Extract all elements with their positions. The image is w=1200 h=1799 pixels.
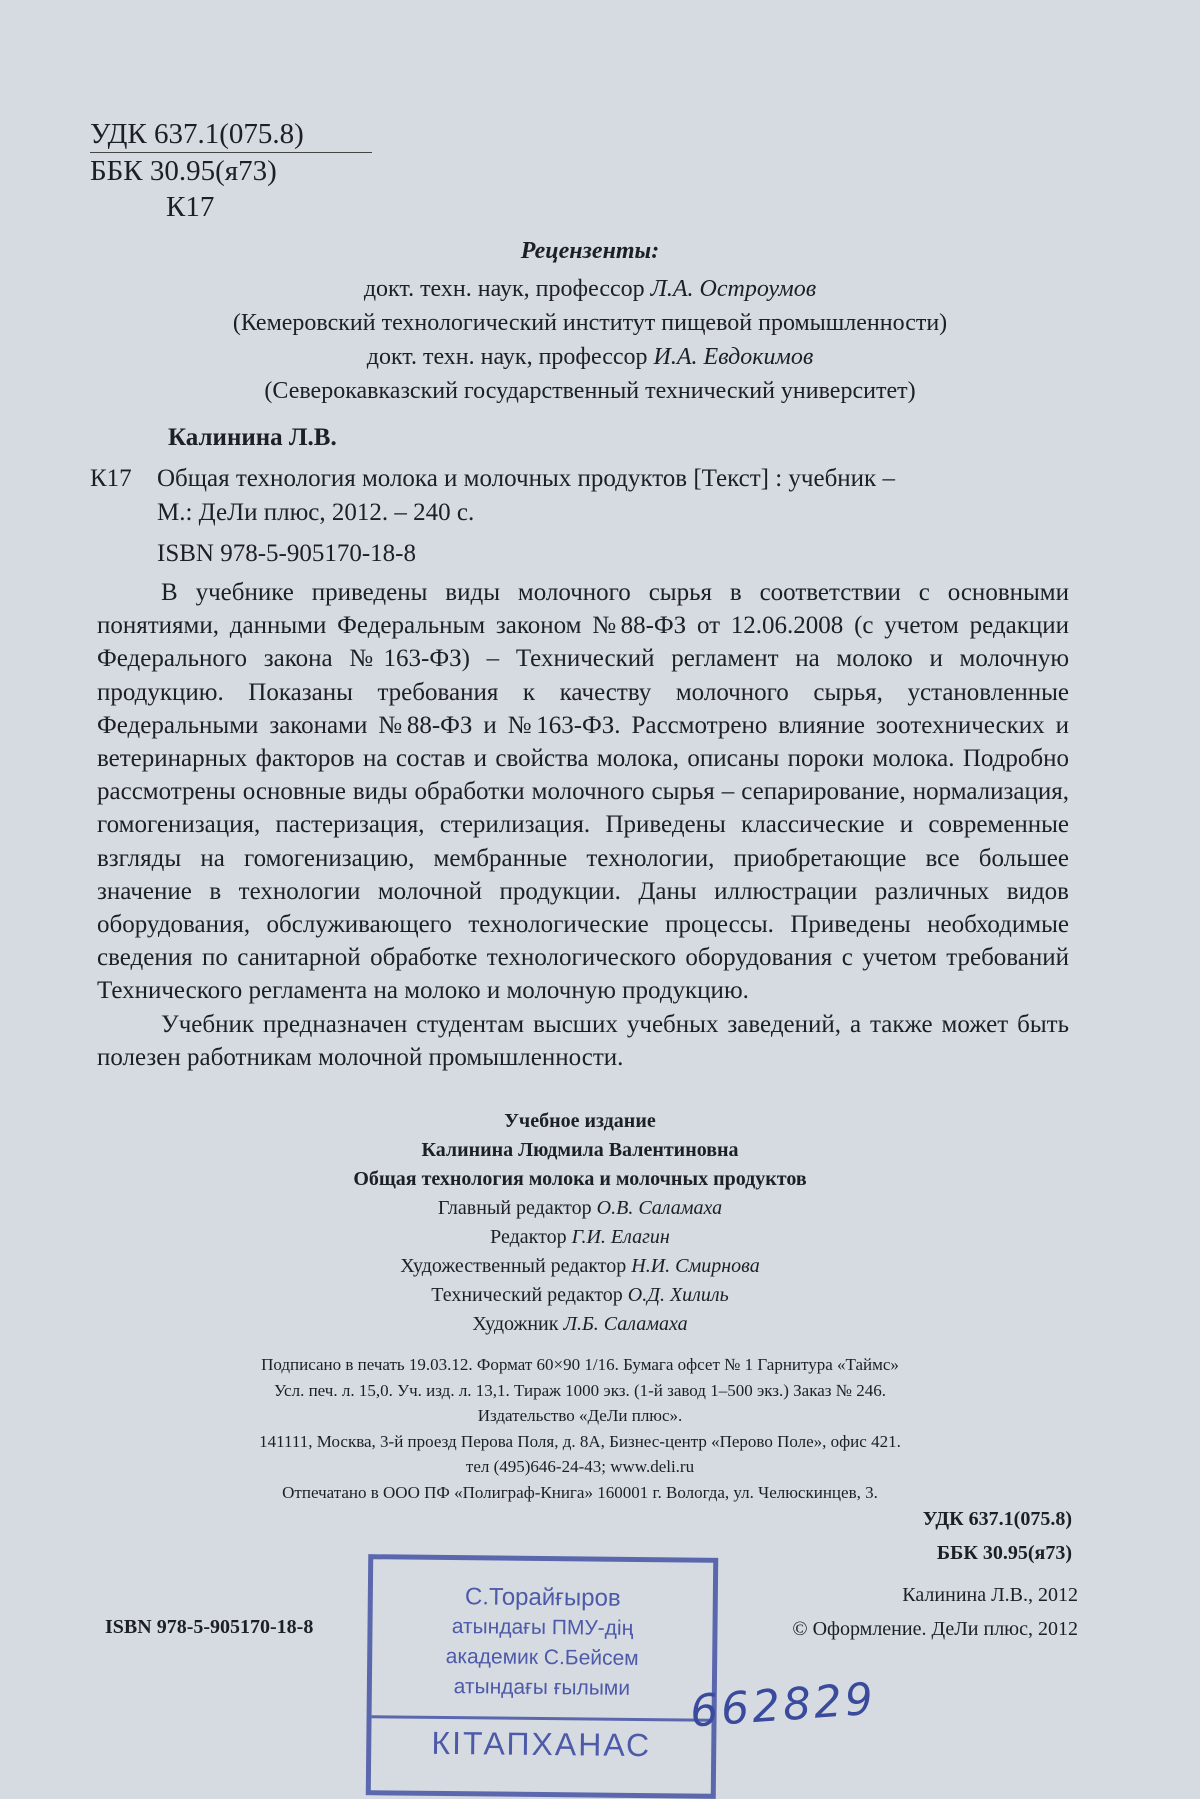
reviewer-2-name: И.А. Евдокимов <box>653 344 814 370</box>
chief-editor <box>100 1194 1060 1223</box>
reviewer-2-title: докт. техн. наук, профессор <box>366 344 648 370</box>
book-title: Общая технология молока и молочных продуктов <box>353 1168 807 1190</box>
abstract <box>97 576 1069 1074</box>
tech-editor-role: Технический редактор <box>431 1284 623 1306</box>
editor-name: Г.И. Елагин <box>571 1226 670 1248</box>
author-heading: Калинина Л.В. <box>168 424 337 451</box>
publication-details <box>100 1352 1060 1505</box>
isbn-top: ISBN 978-5-905170-18-8 <box>157 540 417 567</box>
reviewer-2 <box>90 340 1090 374</box>
copyright-author: Калинина Л.В., 2012 <box>902 1584 1078 1606</box>
reviewer-1 <box>90 272 1090 306</box>
bbk-code: ББК 30.95(я73) <box>90 155 277 187</box>
udk-right: УДК 637.1(075.8) <box>922 1508 1072 1530</box>
classification-block <box>90 116 372 225</box>
art-editor-role: Художественный редактор <box>400 1255 627 1277</box>
reviewer-2-org: (Северокавказский государственный технический университет) <box>264 378 916 404</box>
udk-code: УДК 637.1(075.8) <box>90 116 372 153</box>
biblio-line-1: Общая технология молока и молочных продуктов [Текст] : учебник – <box>157 465 895 492</box>
bbk-right: ББК 30.95(я73) <box>936 1542 1072 1564</box>
editor-role: Редактор <box>490 1226 567 1248</box>
codes-right <box>923 1502 1072 1570</box>
abstract-paragraph-2: Учебник предназначен студентам высших учебных заведений, а также может быть полезен работникам молочной промышленности. <box>97 1010 1069 1071</box>
stamp-line-2: атындағы ПМУ-дің <box>451 1615 634 1640</box>
editor <box>100 1223 1060 1252</box>
art-editor <box>100 1252 1060 1281</box>
artist-name: Л.Б. Саламаха <box>563 1313 688 1335</box>
pub-line-1: Подписано в печать 19.03.12. Формат 60×90 1/16. Бумага офсет № 1 Гарнитура «Таймс» <box>261 1355 899 1374</box>
art-editor-name: Н.И. Смирнова <box>631 1255 760 1277</box>
stamp-line-1: С.Торайғыров <box>464 1583 621 1612</box>
reviewer-1-title: докт. техн. наук, профессор <box>363 276 645 302</box>
stamp-line-3: академик С.Бейсем <box>445 1644 639 1671</box>
pub-line-5: тел (495)646-24-43; www.deli.ru <box>465 1457 695 1476</box>
library-stamp <box>366 1554 719 1799</box>
tech-editor-name: О.Д. Хилиль <box>627 1284 729 1306</box>
reviewer-1-org: (Кемеровский технологический институт пищевой промышленности) <box>232 310 948 336</box>
reviewers-block <box>90 234 1090 408</box>
abstract-paragraph-1: В учебнике приведены виды молочного сырья в соответствии с основными понятиями, данными Федеральным законом №88-ФЗ от 12.06.2008 (с учетом редакции Федерального закона №163-ФЗ) – Технический регламент на молоко и молочную продукцию. Показаны требования к качеству молочного сырья, установленные Федеральными законами №88-ФЗ и №163-ФЗ. Рассмотрено влияние зоотехнических и ветеринарных факторов на состав и свойства молока, описаны пороки молока. Подробно рассмотрены основные виды обработки молочного сырья – сепарирование, нормализация, гомогенизация, пастеризация, стерилизация. Приведены классические и современные взгляды на гомогенизацию, мембранные технологии, приобретающие все большее значение в технологии молочной продукции. Даны иллюстрации различных видов оборудования, обслуживающего технологические процессы. Приведены необходимые сведения по санитарной обработке технологического оборудования с учетом требований Технического регламента на молоко и молочную продукцию. <box>97 579 1069 1005</box>
author-sign: К17 <box>166 191 215 223</box>
inventory-number: 662829 <box>688 1673 878 1738</box>
reviewers-heading: Рецензенты: <box>520 238 660 264</box>
edition-type: Учебное издание <box>504 1110 656 1132</box>
imprint-block <box>100 1107 1060 1339</box>
tech-editor <box>100 1281 1060 1310</box>
artist-role: Художник <box>472 1313 559 1335</box>
biblio-line-2: М.: ДеЛи плюс, 2012. – 240 с. <box>157 499 475 526</box>
stamp-line-5: КІТАПХАНАС <box>371 1715 711 1765</box>
copyright-design: © Оформление. ДеЛи плюс, 2012 <box>792 1618 1078 1640</box>
stamp-line-4: атындағы ғылыми <box>453 1675 631 1700</box>
chief-editor-name: О.В. Саламаха <box>596 1197 723 1219</box>
bibliographic-entry <box>90 462 1070 530</box>
copyright-block <box>792 1578 1078 1646</box>
full-author-name: Калинина Людмила Валентиновна <box>421 1139 739 1161</box>
chief-editor-role: Главный редактор <box>437 1197 592 1219</box>
pub-line-3: Издательство «ДеЛи плюс». <box>477 1406 683 1425</box>
artist <box>100 1310 1060 1339</box>
pub-line-4: 141111, Москва, 3-й проезд Перова Поля, д. 8А, Бизнес-центр «Перово Поле», офис 421. <box>259 1431 901 1451</box>
pub-line-2: Усл. печ. л. 15,0. Уч. изд. л. 13,1. Тираж 1000 экз. (1-й завод 1–500 экз.) Заказ № 246. <box>274 1380 886 1400</box>
biblio-code: К17 <box>90 465 132 492</box>
reviewer-1-name: Л.А. Остроумов <box>650 276 817 302</box>
pub-line-6: Отпечатано в ООО ПФ «Полиграф-Книга» 160001 г. Вологда, ул. Челюскинцев, 3. <box>282 1482 878 1502</box>
isbn-bottom: ISBN 978-5-905170-18-8 <box>105 1616 314 1638</box>
